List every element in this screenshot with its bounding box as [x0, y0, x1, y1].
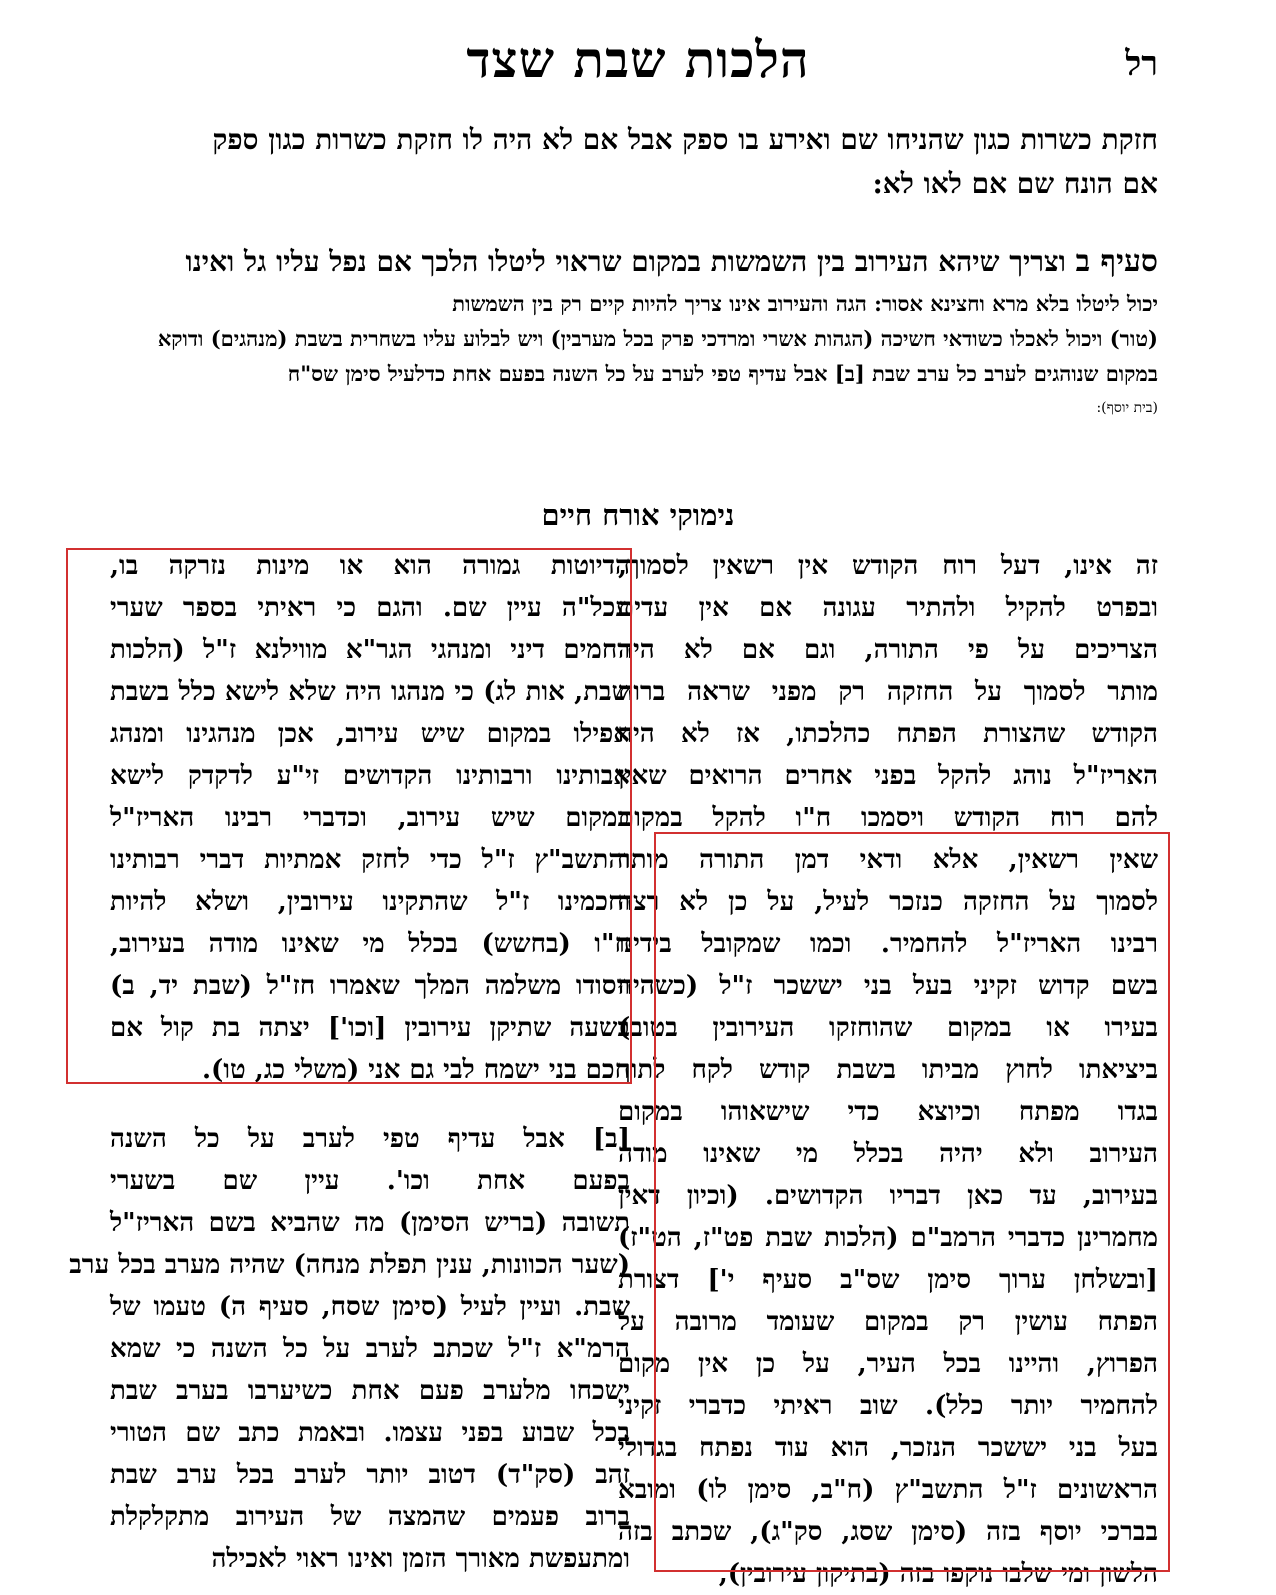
rema-gloss	[118, 286, 1158, 426]
commentary-line: לסמוך על החזקה כנזכר לעיל, על כן לא רצה	[618, 887, 1158, 917]
commentary-line: וחכמינו ז"ל שהתקינו עירובין, ושלא להיות	[110, 887, 630, 917]
commentary-line: זהב (סק"ד) דטוב יותר לערב בכל ערב שבת	[110, 1460, 630, 1490]
commentary-line: להם רוח הקודש ויסמכו ח"ו להקל במקום	[618, 803, 1158, 833]
seif-label: סעיף ב	[1075, 244, 1158, 279]
commentary-line: מותר לסמוך על החזקה רק מפני שראה ברוח	[618, 677, 1158, 707]
commentary-line: בעל בני יששכר הנזכר, הוא עוד נפתח בגדולי	[618, 1433, 1158, 1463]
commentary-line: להחמיר יותר כלל). שוב ראיתי כדברי זקיני	[618, 1391, 1158, 1421]
commentary-line: ומתעפשת מאורך הזמן ואינו ראוי לאכילה	[211, 1544, 630, 1574]
commentary-line: מחמרינן כדברי הרמב"ם (הלכות שבת פט"ז, הט"ז)	[618, 1223, 1158, 1253]
commentary-line: שבת. ועיין לעיל (סימן שסח, סעיף ה) טעמו של	[110, 1292, 630, 1322]
commentary-line: הלשון ומי שלבו נוקפו בזה (בתיקון עירובין),	[718, 1559, 1158, 1589]
commentary-line: הפתח עושין רק במקום שעומד מרובה על	[618, 1307, 1158, 1337]
commentary-title: נימוקי אורח חיים	[541, 498, 735, 532]
highlight-box-left	[66, 548, 632, 1084]
commentary-line: בעירו או במקום שהוחזקו העירובין בטוב)	[618, 1013, 1158, 1043]
commentary-line: ברוב פעמים שהמצה של העירוב מתקלקלת	[110, 1502, 630, 1532]
commentary-line: ביציאתו לחוץ מביתו בשבת קודש לקח לתוך	[618, 1055, 1158, 1085]
gloss-line: יכול ליטלו בלא מרא וחצינא אסור: הגה והעירוב אינו צריך להיות קיים רק בין השמשות	[452, 291, 1158, 316]
intro-paragraph	[118, 118, 1158, 206]
commentary-line: והתשב"ץ ז"ל כדי לחזק אמתיות דברי רבותינו	[110, 845, 630, 875]
commentary-line: הקודש שהצורת הפתח כהלכתו, אז לא היה	[618, 719, 1158, 749]
commentary-line: שבת, אות לג) כי מנהגו היה שלא לישא כלל בשבת	[110, 677, 630, 707]
commentary-line: הראשונים ז"ל התשב"ץ (ח"ב, סימן לו) ומובא	[618, 1475, 1158, 1505]
commentary-line: הפרוץ, והיינו בכל העיר, על כן אין מקום	[618, 1349, 1158, 1379]
commentary-line: ח"ו (בחשש) בכלל מי שאינו מודה בעירוב,	[110, 929, 630, 959]
intro-line: אם הונח שם אם לאו לא:	[872, 167, 1158, 200]
highlight-box-right	[654, 832, 1170, 1572]
commentary-line: במקום שיש עירוב, וכדברי רבינו האריז"ל	[110, 803, 630, 833]
commentary-line: תשובה (בריש הסימן) מה שהביא בשם האריז"ל	[110, 1208, 630, 1238]
commentary-line: בפעם אחת וכו'. עיין שם בשערי	[110, 1166, 630, 1196]
seif-text: וצריך שיהא העירוב בין השמשות במקום שראוי ליטלו הלכך אם נפל עליו גל ואינו	[185, 245, 1066, 278]
commentary-line: זה אינו, דעל רוח הקודש אין רשאין לסמוך,	[618, 551, 1158, 581]
commentary-line: בכל שבוע בפני עצמו. ובאמת כתב שם הטורי	[110, 1418, 630, 1448]
commentary-line: ישכחו מלערב פעם אחת כשיערבו בערב שבת	[110, 1376, 630, 1406]
commentary-line: בגדו מפתח וכיוצא כדי שישאוהו במקום	[618, 1097, 1158, 1127]
intro-line: חזקת כשרות כגון שהניחו שם ואירע בו ספק אבל אם לא היה לו חזקת כשרות כגון ספק	[212, 123, 1158, 156]
commentary-line: [ובשלחן ערוך סימן שס"ב סעיף י'] דצורת	[618, 1265, 1158, 1295]
commentary-line: הרמ"א ז"ל שכתב לערב על כל השנה כי שמא	[110, 1334, 630, 1364]
gloss-line: במקום שנוהגים לערב כל ערב שבת [ב] אבל עדיף טפי לערב על כל השנה בפעם אחת כדלעיל סימן שס"ח	[287, 361, 1158, 386]
commentary-line: בשם קדוש זקיני בעל בני יששכר ז"ל (כשהיה	[618, 971, 1158, 1001]
commentary-left-column-bottom	[69, 1118, 630, 1580]
gloss-line: (טור) ויכול לאכלו כשודאי חשיכה (הגהות אשרי ומרדכי פרק בכל מערבין) ויש לבלוע עליו בשחרית בשבת (מנהגים) ודוקא	[157, 326, 1158, 351]
commentary-line: ובפרט להקיל ולהתיר עגונה אם אין עדים	[618, 593, 1158, 623]
commentary-line: הצריכים על פי התורה, וגם אם לא היה	[618, 635, 1158, 665]
commentary-line: רבינו האריז"ל להחמיר. וכמו שמקובל בידינו	[618, 929, 1158, 959]
commentary-line: הדיוטות גמורה הוא או מינות נזרקה בו,	[110, 551, 630, 581]
commentary-line: [ב] אבל עדיף טפי לערב על כל השנה	[110, 1124, 630, 1154]
commentary-line: האריז"ל נוהג להקל בפני אחרים הרואים שאין	[618, 761, 1158, 791]
page-number: רל	[1125, 44, 1158, 84]
page-title: הלכות שבת שצד	[466, 30, 810, 89]
commentary-line: רחמים דיני ומנהגי הגר"א מווילנא ז"ל (הלכות	[110, 635, 630, 665]
commentary-line: (שער הכוונות, ענין תפלת מנחה) שהיה מערב בכל ערב	[69, 1250, 630, 1280]
commentary-line: ויסודו משלמה המלך שאמרו חז"ל (שבת יד, ב)	[110, 971, 630, 1001]
commentary-line: אבותינו ורבותינו הקדושים זי"ע לדקדק לישא	[110, 761, 630, 791]
commentary-line: עכל"ה עיין שם. והגם כי ראיתי בספר שערי	[110, 593, 630, 623]
seif-paragraph	[118, 240, 1158, 284]
commentary-line: חכם בני ישמח לבי גם אני (משלי כג, טו).	[202, 1055, 630, 1085]
gloss-line: (בית יוסף):	[1096, 400, 1158, 416]
commentary-line: שאין רשאין, אלא ודאי דמן התורה מותר	[618, 845, 1158, 875]
commentary-line: העירוב ולא יהיה בכלל מי שאינו מודה	[618, 1139, 1158, 1169]
commentary-line: בעירוב, עד כאן דבריו הקדושים. (וכיון דאין	[618, 1181, 1158, 1211]
commentary-line: בברכי יוסף בזה (סימן שסג, סק"ג), שכתב בזה	[618, 1517, 1158, 1547]
commentary-line: אפילו במקום שיש עירוב, אכן מנהגינו ומנהג	[110, 719, 630, 749]
commentary-line: בשעה שתיקן עירובין [וכו'] יצתה בת קול אם	[110, 1013, 630, 1043]
